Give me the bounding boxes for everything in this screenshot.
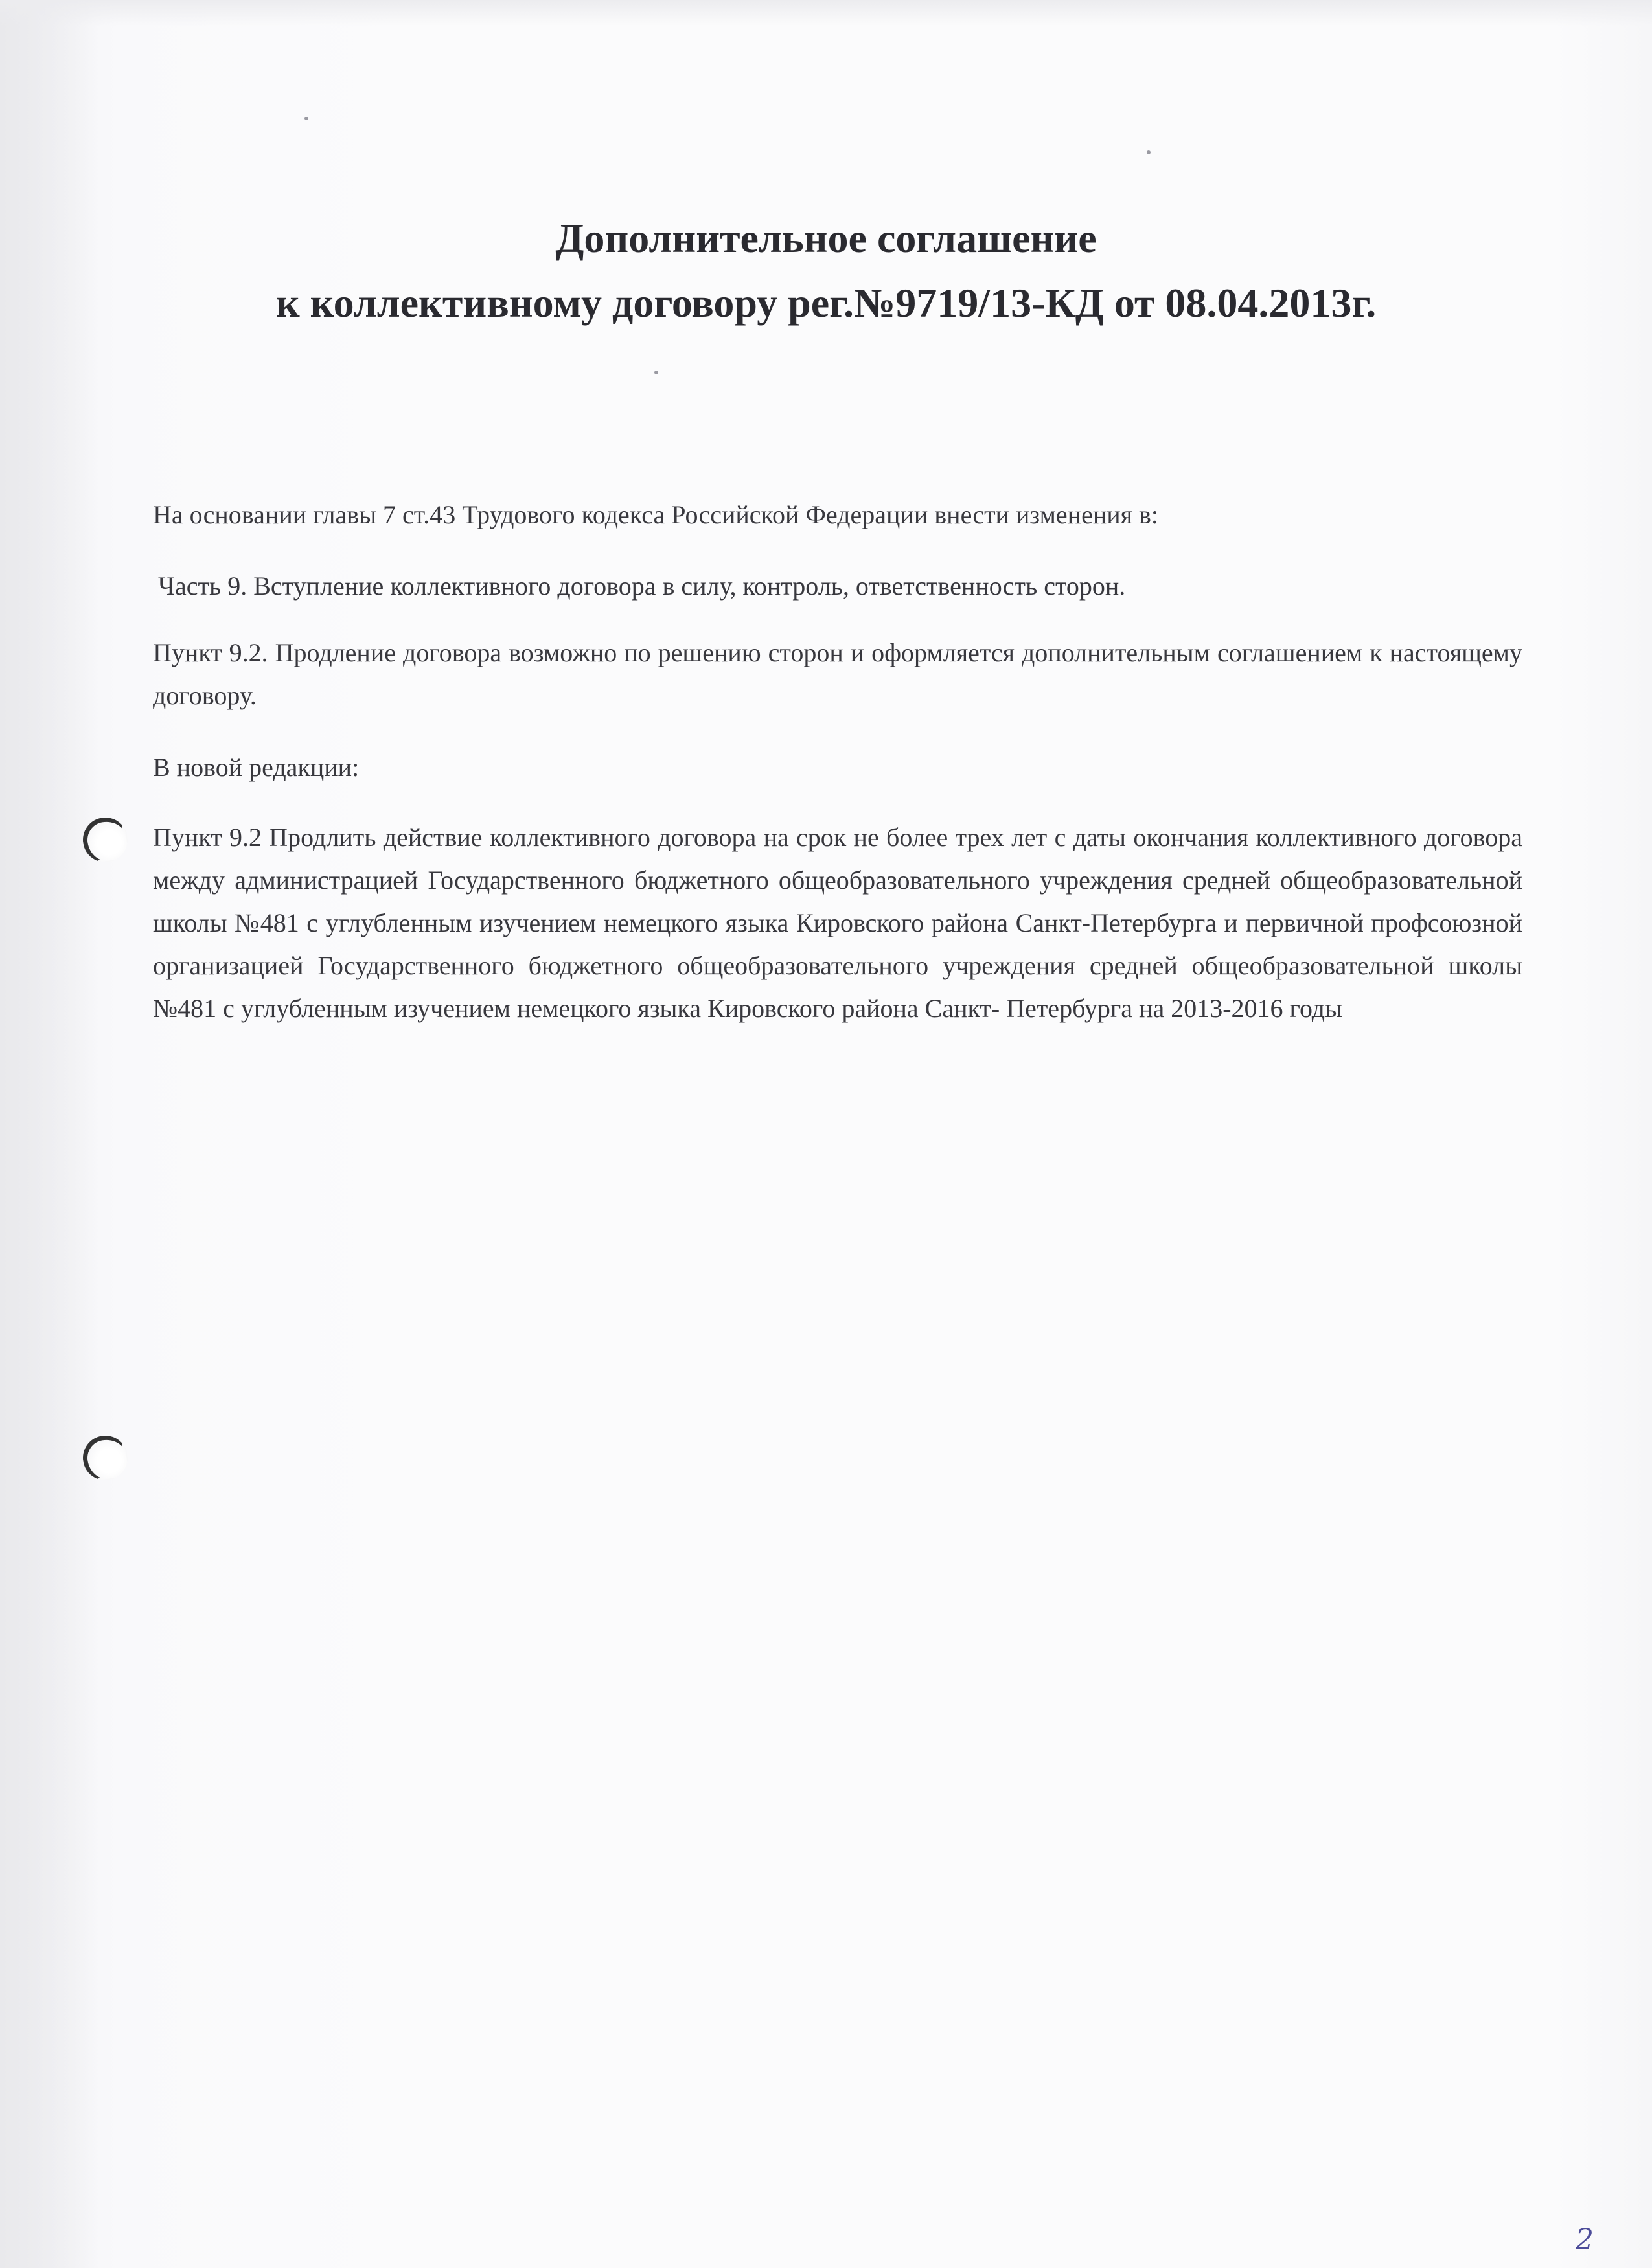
document-subtitle: к коллективному договору рег.№9719/13-КД от 08.04.2013г. [275,280,1377,326]
page-top-shadow [0,0,1652,26]
scan-speck [1147,150,1151,154]
paragraph-part-9: Часть 9. Вступление коллективного договора в силу, контроль, ответственность сторон. [158,571,1126,601]
paragraph-basis: На основании главы 7 ст.43 Трудового кодекса Российской Федерации внести изменения в: [153,500,1159,529]
page-edge-shadow [0,0,97,2268]
scan-speck [304,117,308,120]
paragraph-clause-9-2-old: Пункт 9.2. Продление договора возможно по решению сторон и оформляется дополнительным соглашением к настоящему договору. [153,638,1522,710]
paragraph-new-edition: В новой редакции: [153,753,360,782]
scan-speck [654,371,658,374]
handwritten-page-number: 2 [1576,2223,1594,2256]
document-title: Дополнительное соглашение [555,215,1097,261]
paragraph-clause-9-2-new: Пункт 9.2 Продлить действие коллективного договора на срок не более трех лет с даты окончания коллективного договора между администрацией Государственного бюджетного общеобразовательного учреждения средней общеобразовательной школы №481 с углубленным изучением немецкого языка Кировского района Санкт-Петербурга и первичной профсоюзной организацией Государственного бюджетного общеобразовательного учреждения средней общеобразовательной школы №481 с углубленным изучением немецкого языка Кировского района Санкт- Петербурга на 2013-2016 годы [153,823,1522,1023]
